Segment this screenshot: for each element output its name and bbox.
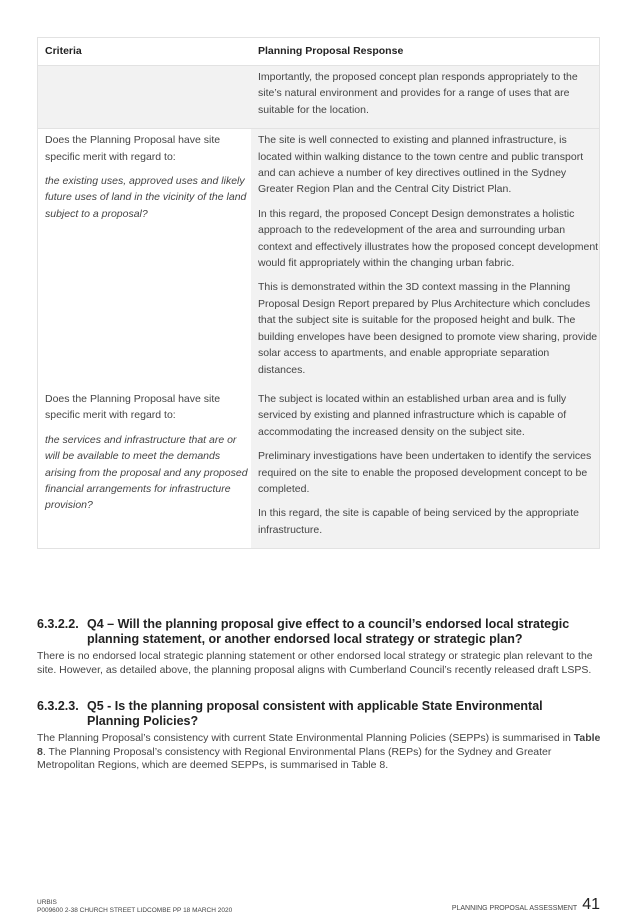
response-cell (251, 129, 599, 388)
table-row (38, 66, 599, 128)
response-cell (251, 388, 599, 548)
criteria-detail: the existing uses, approved uses and likely future uses of land in the vicinity of the land subject to a proposal? (45, 175, 247, 220)
footer-left (37, 899, 232, 915)
section-title: Q5 - Is the planning proposal consistent with applicable State Environmental Planning Policies? (87, 699, 543, 728)
header-criteria: Criteria (45, 45, 82, 57)
table-header (38, 38, 599, 66)
table-row (38, 388, 599, 548)
table-row (38, 128, 599, 388)
response-paragraph: In this regard, the site is capable of being serviced by the appropriate infrastructure. (258, 507, 580, 536)
footer-doc-ref: P009600 2-38 CHURCH STREET LIDCOMBE PP 18 MARCH 2020 (37, 907, 233, 914)
section-title: Q4 – Will the planning proposal give effect to a council’s endorsed local strategic planning statement, or another endorsed local strategy or strategic plan? (87, 617, 570, 646)
response-paragraph: This is demonstrated within the 3D context massing in the Planning Proposal Design Report prepared by Plus Architecture which concludes that the subject site is suitable for the proposed height and bulk. The building envelopes have been designed to promote view sharing, provide solar access to apartments, and enable appropriate separation distances. (258, 281, 598, 376)
body-text: The Planning Proposal’s consistency with current State Environmental Planning Policies (SEPPs) is summarised in (37, 732, 574, 744)
response-paragraph: The site is well connected to existing and planned infrastructure, is located within walking distance to the town centre and public transport and can achieve a number of key directives outlined in the Sydney Greater Region Plan and the Central City District Plan. (258, 134, 584, 196)
criteria-cell (38, 388, 251, 548)
section-body-q5 (37, 732, 602, 773)
response-paragraph: Importantly, the proposed concept plan responds appropriately to the site’s natural environment and provides for a range of uses that are suitable for the location. (258, 71, 578, 116)
footer-doc-title: PLANNING PROPOSAL ASSESSMENT (451, 905, 578, 912)
response-paragraph: In this regard, the proposed Concept Design demonstrates a holistic approach to the redevelopment of the area and surrounding urban context and effectively illustrates how the proposed concept development would fit appropriately within the changing urban fabric. (258, 207, 599, 270)
footer-right (452, 896, 600, 914)
section-heading-q4 (37, 617, 597, 647)
section-body-q4: There is no endorsed local strategic planning statement or other endorsed local strategy or strategic plan relevant to the site. However, as detailed above, the planning proposal aligns with Cumberland Council’s recently released draft LSPS. (37, 650, 593, 676)
criteria-question: Does the Planning Proposal have site specific merit with regard to: (45, 134, 221, 163)
body-text: . The Planning Proposal’s consistency with Regional Environmental Plans (REPs) for the Sydney and Greater Metropolitan Regions, which are deemed SEPPs, is summarised in Table 8. (37, 745, 552, 771)
footer-company: URBIS (37, 899, 57, 906)
criteria-cell (38, 129, 251, 388)
header-response: Planning Proposal Response (258, 45, 404, 57)
criteria-question: Does the Planning Proposal have site specific merit with regard to: (45, 392, 221, 422)
page-number: 41 (582, 896, 600, 913)
section-number: 6.3.2.2. (37, 617, 79, 631)
table-reference: Table 8 (37, 732, 601, 758)
section-heading-q5 (37, 699, 597, 729)
criteria-detail: the services and infrastructure that are or will be available to meet the demands arising from the proposal and any proposed financial arrangements for infrastructure provision? (45, 433, 248, 512)
response-paragraph: Preliminary investigations have been undertaken to identify the services required on the site to enable the proposed development concept to be completed. (258, 450, 592, 495)
criteria-table (37, 37, 600, 549)
section-number: 6.3.2.3. (37, 699, 79, 713)
response-paragraph: The subject is located within an established urban area and is fully serviced by existing and planned infrastructure which is capable of accommodating the increased density on the subject site. (258, 392, 567, 438)
criteria-cell (38, 66, 251, 128)
response-cell (251, 66, 599, 128)
